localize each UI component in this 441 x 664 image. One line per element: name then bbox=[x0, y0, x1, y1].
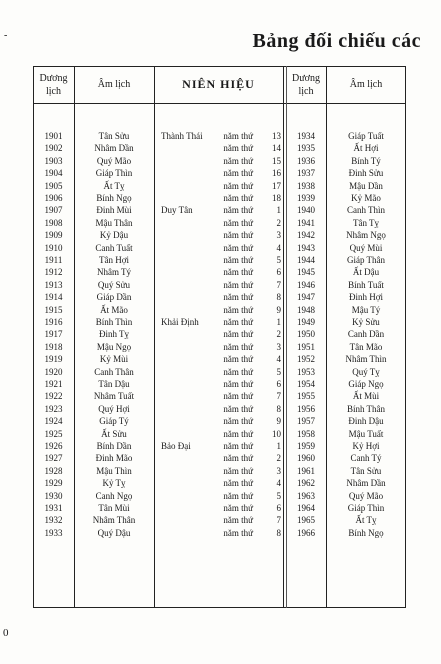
table-row bbox=[33, 254, 406, 266]
reign-year-number: 4 bbox=[276, 354, 281, 365]
solar-year-cell: 1962 bbox=[297, 478, 315, 489]
lunar-year-cell: Giáp Dần bbox=[96, 292, 132, 303]
solar-year-cell: 1949 bbox=[297, 317, 315, 327]
lunar-year-cell: Bính Tuất bbox=[348, 279, 384, 290]
solar-year-cell: 1942 bbox=[297, 230, 315, 241]
reign-year-number: 9 bbox=[276, 304, 281, 315]
reign-year-label: năm thứ bbox=[223, 267, 253, 278]
reign-year-number: 10 bbox=[272, 428, 281, 439]
solar-year-cell: 1936 bbox=[297, 155, 315, 166]
reign-year-label: năm thứ bbox=[223, 131, 253, 141]
reign-year-label: năm thứ bbox=[223, 230, 253, 241]
table-row bbox=[33, 465, 406, 477]
table-row bbox=[33, 514, 406, 526]
lunar-year-cell: Nhâm Tý bbox=[96, 267, 132, 278]
lunar-year-cell: Giáp Thân bbox=[346, 255, 386, 265]
margin-mark: - bbox=[4, 30, 8, 41]
reign-year-label: năm thứ bbox=[223, 366, 253, 377]
header-am-lich: Âm lịch bbox=[97, 79, 131, 90]
solar-year-cell: 1939 bbox=[297, 193, 315, 203]
reign-year-label: năm thứ bbox=[223, 428, 253, 439]
reign-year-number: 9 bbox=[276, 416, 281, 427]
reign-year-number: 4 bbox=[276, 478, 281, 489]
solar-year-cell: 1940 bbox=[297, 205, 315, 216]
reign-year-label: năm thứ bbox=[223, 329, 253, 340]
table-row bbox=[33, 328, 406, 340]
reign-year-number: 6 bbox=[276, 503, 281, 513]
table-row bbox=[33, 304, 406, 316]
solar-year-cell: 1907 bbox=[44, 205, 63, 216]
solar-year-cell: 1917 bbox=[44, 329, 63, 340]
lunar-year-cell: Đinh Dậu bbox=[348, 416, 384, 427]
reign-year-label: năm thứ bbox=[223, 292, 253, 303]
table-row bbox=[33, 440, 406, 452]
table-row bbox=[33, 415, 406, 427]
solar-year-cell: 1951 bbox=[297, 341, 315, 352]
table-row bbox=[33, 180, 406, 192]
table-row bbox=[33, 316, 406, 328]
solar-year-cell: 1932 bbox=[44, 515, 63, 526]
solar-year-cell: 1964 bbox=[297, 503, 315, 513]
table-row bbox=[33, 341, 406, 353]
reign-year-label: năm thứ bbox=[223, 193, 253, 203]
solar-year-cell: 1961 bbox=[297, 465, 315, 476]
reign-year-number: 5 bbox=[276, 366, 281, 377]
solar-year-cell: 1925 bbox=[44, 428, 63, 439]
table-row bbox=[33, 229, 406, 241]
reign-year-number: 2 bbox=[276, 453, 281, 464]
solar-year-cell: 1941 bbox=[297, 217, 315, 228]
solar-year-cell: 1944 bbox=[297, 255, 315, 265]
solar-year-cell: 1908 bbox=[44, 217, 63, 228]
lunar-year-cell: Canh Dần bbox=[347, 329, 385, 340]
table-row bbox=[33, 527, 406, 539]
reign-year-number: 1 bbox=[276, 317, 281, 327]
reign-year-number: 8 bbox=[276, 292, 281, 303]
solar-year-cell: 1928 bbox=[44, 465, 63, 476]
solar-year-cell: 1915 bbox=[44, 304, 63, 315]
lunar-year-cell: Bính Ngọ bbox=[96, 193, 132, 203]
solar-year-cell: 1924 bbox=[44, 416, 63, 427]
header-am-lich-right: Âm lịch bbox=[349, 79, 383, 90]
solar-year-cell: 1956 bbox=[297, 403, 315, 414]
solar-year-cell: 1923 bbox=[44, 403, 63, 414]
reign-year-number: 7 bbox=[276, 391, 281, 402]
reign-year-label: năm thứ bbox=[223, 354, 253, 365]
lunar-year-cell: Bính Ngọ bbox=[348, 527, 384, 538]
solar-year-cell: 1906 bbox=[44, 193, 63, 203]
reign-year-number: 17 bbox=[272, 180, 281, 191]
table-row bbox=[33, 266, 406, 278]
lunar-year-cell: Canh Tuất bbox=[95, 242, 133, 253]
table-row bbox=[33, 130, 406, 142]
reign-year-number: 1 bbox=[276, 205, 281, 216]
lunar-year-cell: Nhâm Tuất bbox=[93, 391, 135, 402]
lunar-year-cell: Kỷ Dậu bbox=[99, 230, 129, 241]
reign-year-number: 2 bbox=[276, 329, 281, 340]
solar-year-cell: 1934 bbox=[297, 131, 315, 141]
reign-year-number: 5 bbox=[276, 490, 281, 501]
table-row bbox=[33, 490, 406, 502]
table-row bbox=[33, 155, 406, 167]
reign-year-number: 1 bbox=[276, 441, 281, 451]
solar-year-cell: 1947 bbox=[297, 292, 315, 303]
lunar-year-cell: Quý Mùi bbox=[349, 242, 383, 253]
reign-year-label: năm thứ bbox=[223, 155, 253, 166]
solar-year-cell: 1904 bbox=[44, 168, 63, 179]
lunar-year-cell: Ất Sửu bbox=[101, 428, 127, 439]
solar-year-cell: 1921 bbox=[44, 379, 63, 389]
solar-year-cell: 1909 bbox=[44, 230, 63, 241]
solar-year-cell: 1914 bbox=[44, 292, 63, 303]
solar-year-cell: 1922 bbox=[44, 391, 63, 402]
lunar-year-cell: Nhâm Thân bbox=[92, 515, 136, 526]
lunar-year-cell: Đinh Mão bbox=[95, 453, 133, 464]
solar-year-cell: 1959 bbox=[297, 441, 315, 451]
lunar-year-cell: Mậu Dần bbox=[349, 180, 383, 191]
lunar-year-cell: Quý Mão bbox=[348, 490, 384, 501]
solar-year-cell: 1918 bbox=[44, 341, 63, 352]
solar-year-cell: 1938 bbox=[297, 180, 315, 191]
page-title: Bảng đối chiếu các bbox=[252, 30, 421, 52]
reign-year-label: năm thứ bbox=[223, 304, 253, 315]
reign-year-number: 15 bbox=[272, 155, 281, 166]
solar-year-cell: 1912 bbox=[44, 267, 63, 278]
lunar-year-cell: Mậu Ngọ bbox=[96, 341, 132, 352]
lunar-year-cell: Giáp Thìn bbox=[95, 168, 133, 179]
reign-year-label: năm thứ bbox=[223, 180, 253, 191]
solar-year-cell: 1954 bbox=[297, 379, 315, 389]
lunar-year-cell: Nhâm Dần bbox=[94, 143, 134, 154]
solar-year-cell: 1919 bbox=[44, 354, 63, 365]
solar-year-cell: 1945 bbox=[297, 267, 315, 278]
table-row bbox=[33, 378, 406, 390]
reign-year-label: năm thứ bbox=[223, 391, 253, 402]
page-number: 0 bbox=[3, 627, 9, 639]
reign-year-label: năm thứ bbox=[223, 379, 253, 389]
reign-year-label: năm thứ bbox=[223, 527, 253, 538]
lunar-year-cell: Kỷ Mùi bbox=[99, 354, 129, 365]
lunar-year-cell: Bính Dần bbox=[96, 441, 132, 451]
reign-year-number: 8 bbox=[276, 527, 281, 538]
reign-year-label: năm thứ bbox=[223, 478, 253, 489]
solar-year-cell: 1946 bbox=[297, 279, 315, 290]
lunar-year-cell: Ất Tỵ bbox=[103, 180, 125, 191]
reign-year-number: 5 bbox=[276, 255, 281, 265]
solar-year-cell: 1902 bbox=[44, 143, 63, 154]
solar-year-cell: 1920 bbox=[44, 366, 63, 377]
table-row bbox=[33, 502, 406, 514]
lunar-year-cell: Nhâm Ngọ bbox=[346, 230, 386, 241]
lunar-year-cell: Quý Tỵ bbox=[352, 366, 380, 377]
reign-year-label: năm thứ bbox=[223, 441, 253, 451]
reign-year-label: năm thứ bbox=[223, 255, 253, 265]
reign-year-label: năm thứ bbox=[223, 453, 253, 464]
reign-year-label: năm thứ bbox=[223, 168, 253, 179]
solar-year-cell: 1913 bbox=[44, 279, 63, 290]
table-row bbox=[33, 366, 406, 378]
reign-year-number: 6 bbox=[276, 379, 281, 389]
header-duong-lich: Dương lịch bbox=[39, 72, 68, 97]
lunar-year-cell: Giáp Tuất bbox=[348, 131, 384, 141]
lunar-year-cell: Kỷ Hợi bbox=[352, 441, 380, 451]
lunar-year-cell: Tân Mão bbox=[349, 341, 383, 352]
solar-year-cell: 1905 bbox=[44, 180, 63, 191]
solar-year-cell: 1963 bbox=[297, 490, 315, 501]
solar-year-cell: 1943 bbox=[297, 242, 315, 253]
header-nien-hieu: NIÊN HIỆU bbox=[182, 77, 255, 91]
reign-year-number: 6 bbox=[276, 267, 281, 278]
lunar-year-cell: Kỷ Sửu bbox=[352, 317, 380, 327]
reign-year-label: năm thứ bbox=[223, 515, 253, 526]
reign-year-number: 18 bbox=[272, 193, 281, 203]
lunar-year-cell: Ất Dậu bbox=[352, 267, 380, 278]
reign-year-number: 3 bbox=[276, 341, 281, 352]
era-name-cell: Bảo Đại bbox=[161, 441, 191, 451]
lunar-year-cell: Quý Dậu bbox=[97, 527, 131, 538]
header-divider bbox=[33, 103, 406, 104]
lunar-year-cell: Canh Tý bbox=[350, 453, 382, 464]
reign-year-number: 7 bbox=[276, 279, 281, 290]
reign-year-number: 7 bbox=[276, 515, 281, 526]
lunar-year-cell: Kỷ Mão bbox=[351, 193, 381, 203]
solar-year-cell: 1952 bbox=[297, 354, 315, 365]
lunar-year-cell: Quý Sửu bbox=[97, 279, 131, 290]
reign-year-label: năm thứ bbox=[223, 205, 253, 216]
lunar-year-cell: Bính Tý bbox=[351, 155, 381, 166]
era-name-cell: Thành Thái bbox=[161, 131, 203, 141]
reign-year-label: năm thứ bbox=[223, 403, 253, 414]
header-duong-lich-right: Dương lịch bbox=[292, 72, 320, 97]
reign-year-label: năm thứ bbox=[223, 490, 253, 501]
table-row bbox=[33, 167, 406, 179]
lunar-year-cell: Giáp Thìn bbox=[347, 503, 385, 513]
table-row bbox=[33, 477, 406, 489]
solar-year-cell: 1916 bbox=[44, 317, 63, 327]
solar-year-cell: 1955 bbox=[297, 391, 315, 402]
solar-year-cell: 1929 bbox=[44, 478, 63, 489]
reign-year-number: 16 bbox=[272, 168, 281, 179]
solar-year-cell: 1930 bbox=[44, 490, 63, 501]
reign-year-label: năm thứ bbox=[223, 341, 253, 352]
lunar-year-cell: Mậu Tý bbox=[351, 304, 381, 315]
reign-year-number: 2 bbox=[276, 217, 281, 228]
lunar-year-cell: Tân Sửu bbox=[350, 465, 382, 476]
solar-year-cell: 1950 bbox=[297, 329, 315, 340]
table-row bbox=[33, 390, 406, 402]
table-row bbox=[33, 217, 406, 229]
lunar-year-cell: Tân Dậu bbox=[98, 379, 130, 389]
lunar-year-cell: Ất Mão bbox=[100, 304, 128, 315]
era-name-cell: Duy Tân bbox=[161, 205, 193, 216]
lunar-year-cell: Tân Tỵ bbox=[352, 217, 380, 228]
lunar-year-cell: Ất Mùi bbox=[352, 391, 380, 402]
reign-year-label: năm thứ bbox=[223, 416, 253, 427]
lunar-year-cell: Canh Thìn bbox=[346, 205, 386, 216]
solar-year-cell: 1911 bbox=[44, 255, 63, 265]
lunar-year-cell: Bính Thân bbox=[346, 403, 386, 414]
solar-year-cell: 1960 bbox=[297, 453, 315, 464]
solar-year-cell: 1901 bbox=[44, 131, 63, 141]
reign-year-number: 14 bbox=[272, 143, 281, 154]
solar-year-cell: 1948 bbox=[297, 304, 315, 315]
table-row bbox=[33, 291, 406, 303]
table-row bbox=[33, 279, 406, 291]
solar-year-cell: 1966 bbox=[297, 527, 315, 538]
solar-year-cell: 1957 bbox=[297, 416, 315, 427]
solar-year-cell: 1935 bbox=[297, 143, 315, 154]
lunar-year-cell: Mậu Thìn bbox=[96, 465, 132, 476]
table-row bbox=[33, 192, 406, 204]
reign-year-label: năm thứ bbox=[223, 317, 253, 327]
solar-year-cell: 1927 bbox=[44, 453, 63, 464]
lunar-year-cell: Canh Ngọ bbox=[95, 490, 133, 501]
table-row bbox=[33, 204, 406, 216]
lunar-year-cell: Giáp Tý bbox=[99, 416, 129, 427]
reign-year-number: 8 bbox=[276, 403, 281, 414]
lunar-year-cell: Nhâm Dần bbox=[346, 478, 386, 489]
solar-year-cell: 1931 bbox=[44, 503, 63, 513]
calendar-table bbox=[33, 66, 406, 608]
solar-year-cell: 1926 bbox=[44, 441, 63, 451]
lunar-year-cell: Quý Hợi bbox=[98, 403, 130, 414]
reign-year-label: năm thứ bbox=[223, 279, 253, 290]
lunar-year-cell: Nhâm Thìn bbox=[345, 354, 387, 365]
lunar-year-cell: Đinh Tỵ bbox=[98, 329, 130, 340]
lunar-year-cell: Bính Thìn bbox=[95, 317, 133, 327]
solar-year-cell: 1953 bbox=[297, 366, 315, 377]
lunar-year-cell: Quý Mão bbox=[96, 155, 132, 166]
era-name-cell: Khải Định bbox=[161, 317, 199, 327]
table-row bbox=[33, 403, 406, 415]
lunar-year-cell: Ất Tỵ bbox=[355, 515, 377, 526]
reign-year-label: năm thứ bbox=[223, 465, 253, 476]
table-row bbox=[33, 142, 406, 154]
lunar-year-cell: Đinh Sửu bbox=[348, 168, 384, 179]
reign-year-label: năm thứ bbox=[223, 143, 253, 154]
reign-year-number: 3 bbox=[276, 230, 281, 241]
solar-year-cell: 1958 bbox=[297, 428, 315, 439]
solar-year-cell: 1933 bbox=[44, 527, 63, 538]
lunar-year-cell: Mậu Tuất bbox=[348, 428, 384, 439]
solar-year-cell: 1937 bbox=[297, 168, 315, 179]
reign-year-label: năm thứ bbox=[223, 242, 253, 253]
solar-year-cell: 1903 bbox=[44, 155, 63, 166]
lunar-year-cell: Đinh Hợi bbox=[348, 292, 383, 303]
lunar-year-cell: Giáp Ngọ bbox=[348, 379, 384, 389]
solar-year-cell: 1910 bbox=[44, 242, 63, 253]
lunar-year-cell: Canh Thân bbox=[94, 366, 134, 377]
reign-year-number: 3 bbox=[276, 465, 281, 476]
lunar-year-cell: Tân Hợi bbox=[98, 255, 129, 265]
lunar-year-cell: Ất Hợi bbox=[353, 143, 379, 154]
table-row bbox=[33, 353, 406, 365]
lunar-year-cell: Mậu Thân bbox=[95, 217, 133, 228]
solar-year-cell: 1965 bbox=[297, 515, 315, 526]
lunar-year-cell: Kỷ Tỵ bbox=[102, 478, 126, 489]
table-row bbox=[33, 242, 406, 254]
lunar-year-cell: Tân Mùi bbox=[98, 503, 130, 513]
reign-year-number: 4 bbox=[276, 242, 281, 253]
reign-year-label: năm thứ bbox=[223, 217, 253, 228]
table-row bbox=[33, 428, 406, 440]
reign-year-label: năm thứ bbox=[223, 503, 253, 513]
table-row bbox=[33, 452, 406, 464]
reign-year-number: 13 bbox=[272, 131, 281, 141]
lunar-year-cell: Tân Sửu bbox=[98, 131, 130, 141]
lunar-year-cell: Đinh Mùi bbox=[96, 205, 132, 216]
